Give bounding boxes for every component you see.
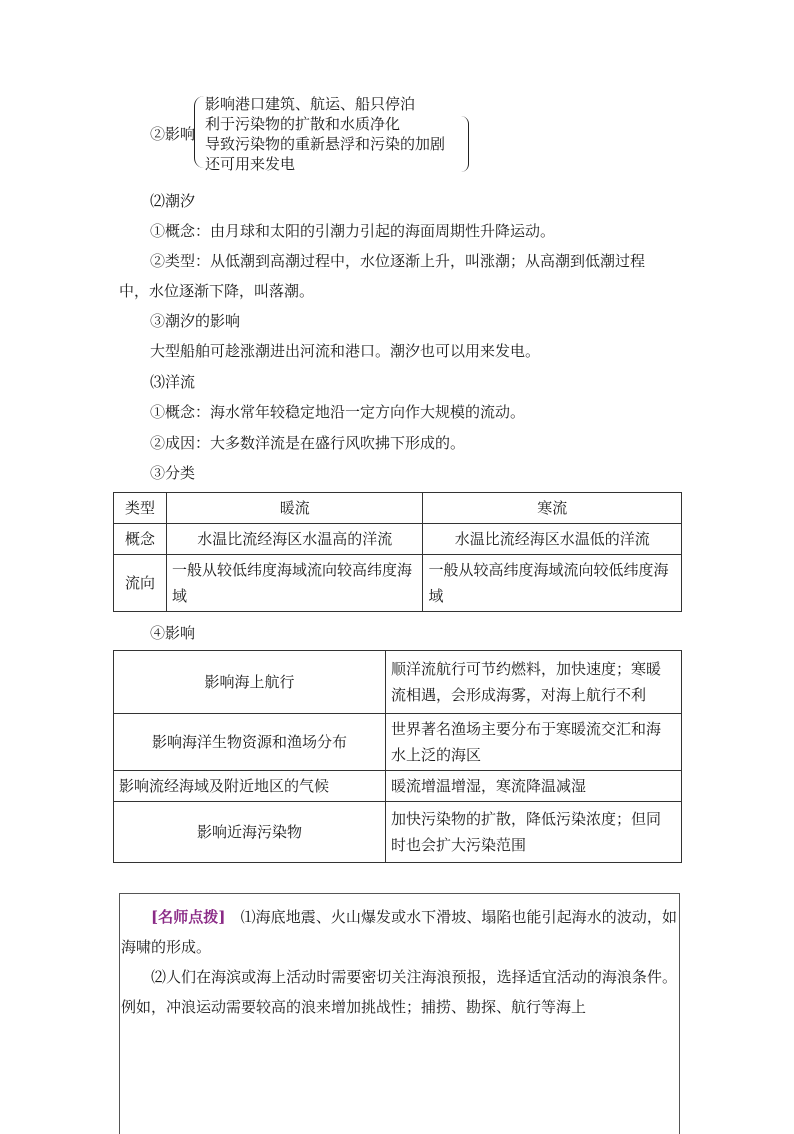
table-row: [114, 651, 682, 714]
note-text-1: ⑴海底地震、火山爆发或水下滑坡、塌陷也能引起海水的波动，如海啸的形成。: [121, 908, 677, 956]
table-cell: 影响海上航行: [114, 651, 386, 714]
table-row: [114, 555, 682, 612]
influence-item: 影响港口建筑、航运、船只停泊: [205, 95, 416, 113]
current-influence-table: [113, 650, 682, 863]
current-effect-heading: ④影响: [150, 624, 196, 642]
table-row: [114, 714, 682, 771]
tide-concept: ①概念：由月球和太阳的引潮力引起的海面周期性升降运动。: [150, 222, 556, 240]
tide-type-line1: ②类型：从低潮到高潮过程中，水位逐渐上升，叫涨潮；从高潮到低潮过程: [150, 252, 646, 270]
table-row: [114, 524, 682, 555]
table-cell: 水温比流经海区水温低的洋流: [423, 524, 682, 555]
tide-heading: ⑵潮汐: [150, 192, 196, 210]
current-heading: ⑶洋流: [150, 373, 196, 391]
influence-item: 导致污染物的重新悬浮和污染的加剧: [205, 135, 446, 153]
current-classification-table: [113, 492, 682, 612]
table-cell: 一般从较低纬度海域流向较高纬度海域: [166, 555, 423, 612]
table-cell: 加快污染物的扩散，降低污染浓度；但同时也会扩大污染范围: [386, 802, 682, 863]
tide-effect-heading: ③潮汐的影响: [150, 312, 241, 330]
left-brace: [194, 96, 205, 168]
note-paragraph-1: [121, 902, 677, 962]
table-header: 类型: [114, 493, 167, 524]
tide-effect: 大型船舶可趁涨潮进出河流和港口。潮汐也可以用来发电。: [150, 342, 541, 360]
current-cause: ②成因：大多数洋流是在盛行风吹拂下形成的。: [150, 434, 466, 452]
table-cell: 暖流增温增湿，寒流降温减湿: [386, 771, 682, 802]
influence-item: 还可用来发电: [205, 155, 296, 173]
table-cell: 影响近海污染物: [114, 802, 386, 863]
influence-item: 利于污染物的扩散和水质净化: [205, 115, 401, 133]
influence-list: [205, 94, 445, 174]
table-header: 寒流: [423, 493, 682, 524]
influence-label: ②影响: [150, 125, 196, 143]
current-concept: ①概念：海水常年较稳定地沿一定方向作大规模的流动。: [150, 403, 526, 421]
table-cell: 一般从较高纬度海域流向较低纬度海域: [423, 555, 682, 612]
table-cell: 水温比流经海区水温高的洋流: [166, 524, 423, 555]
table-cell: 概念: [114, 524, 167, 555]
right-brace: [460, 116, 469, 172]
table-cell: 世界著名渔场主要分布于寒暖流交汇和海水上泛的海区: [386, 714, 682, 771]
table-row: [114, 771, 682, 802]
table-cell: 影响流经海域及附近地区的气候: [114, 771, 386, 802]
teacher-note: [121, 902, 677, 1022]
current-classify: ③分类: [150, 464, 196, 482]
table-header-row: [114, 493, 682, 524]
tide-type-line2: 中，水位逐渐下降，叫落潮。: [119, 282, 315, 300]
note-paragraph-2: ⑵人们在海滨或海上活动时需要密切关注海浪预报，选择适宜活动的海浪条件。例如，冲浪运动需要较高的浪来增加挑战性；捕捞、勘探、航行等海上: [121, 968, 677, 1016]
table-header: 暖流: [166, 493, 423, 524]
table-cell: 影响海洋生物资源和渔场分布: [114, 714, 386, 771]
table-cell: 顺洋流航行可节约燃料，加快速度；寒暖流相遇，会形成海雾，对海上航行不利: [386, 651, 682, 714]
note-tag: [名师点拨]: [151, 908, 226, 926]
table-row: [114, 802, 682, 863]
table-cell: 流向: [114, 555, 167, 612]
